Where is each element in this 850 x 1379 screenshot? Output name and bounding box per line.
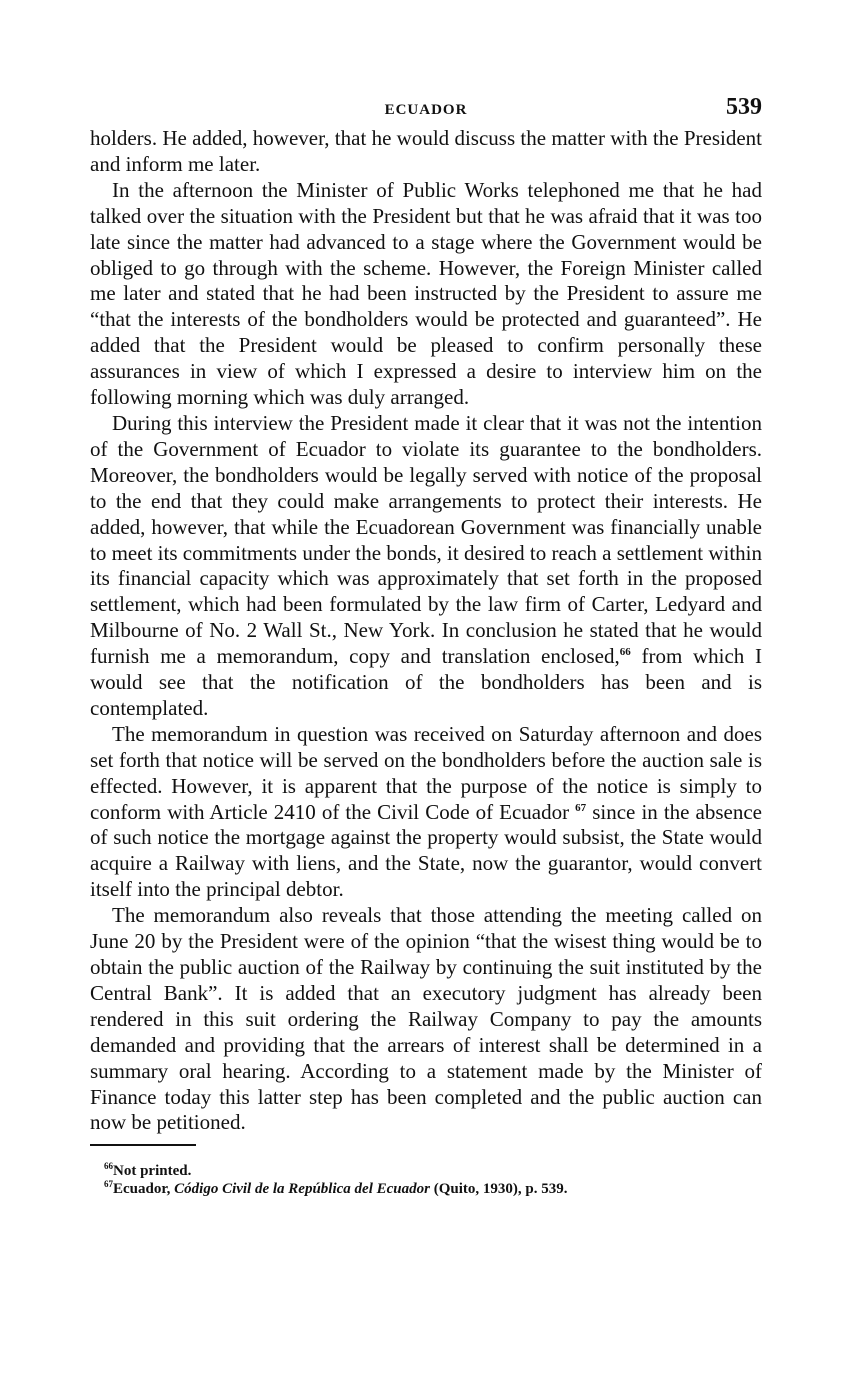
paragraph-1: holders. He added, however, that he would discuss the matter with the President and inform me later.	[90, 126, 762, 176]
footnote-67-title: Código Civil de la República del Ecuador	[174, 1181, 430, 1198]
paragraph-2: In the afternoon the Minister of Public Works telephoned me that he had talked over the situation with the President but that he was afraid that it was too late since the matter had advanced to a stage where the Government would be obliged to go through with the scheme. However, the Foreign Minister called me later and stated that he had been instructed by the President to assure me “that the interests of the bondholders would be protected and guaranteed”. He added that the President would be pleased to confirm personally these assurances in view of which I expressed a desire to interview him on the following morning which was duly arranged.	[90, 177, 762, 410]
document-page	[90, 92, 762, 1198]
footnote-67-text-after: (Quito, 1930), p. 539.	[429, 1181, 568, 1198]
footnote-67-text-before: Ecuador,	[113, 1181, 175, 1198]
footnote-66-text: Not printed.	[113, 1163, 192, 1180]
body-text	[90, 126, 762, 1136]
paragraph-5: The memorandum also reveals that those attending the meeting called on June 20 by the President were of the opinion “that the wisest thing would be to obtain the public auction of the Railway by continuing the suit instituted by the Central Bank”. It is added that an executory judgment has already been rendered in this suit ordering the Railway Company to pay the amounts demanded and providing that the arrears of interest shall be determined in a summary oral hearing. According to a statement made by the Minister of Finance today this latter step has been completed and the public auction can now be petitioned.	[90, 903, 762, 1135]
footnote-divider	[90, 1144, 196, 1146]
paragraph-4-text-a: The memorandum in question was received on Saturday afternoon and does set forth that notice will be served on the bondholders before the auction sale is effected. However, it is apparent that the purpose of the notice is simply to conform with Article 2410 of the Civil Code of Ecuador	[90, 721, 762, 824]
footnote-ref-67: 67	[575, 801, 587, 814]
footnote-ref-66: 66	[619, 646, 631, 659]
running-title: ECUADOR	[384, 102, 468, 118]
paragraph-4	[90, 722, 762, 903]
paragraph-4-text-b: since in the absence of such notice the mortgage against the property would subsist, the State would acquire a Railway with liens, and the State, now the guarantor, would convert itself into the principal debtor.	[90, 799, 763, 902]
paragraph-3-text-b: from which I would see that the notification of the bondholders has been and is contemplated.	[90, 644, 762, 720]
footnote-marker-67: 67	[104, 1179, 113, 1190]
footnotes	[90, 1162, 762, 1198]
footnote-67	[90, 1180, 762, 1198]
page-number: 539	[726, 94, 762, 120]
footnote-marker-66: 66	[104, 1161, 113, 1172]
paragraph-3-text-a: During this interview the President made it clear that it was not the intention of the Government of Ecuador to violate its guarantee to the bondholders. Moreover, the bondholders would be legally served with notice of the proposal to the end that they could make arrangements to protect their interests. He added, however, that while the Ecuadorean Government was financially unable to meet its commitments under the bonds, it desired to reach a settlement within its financial capacity which was approximately that set forth in the proposed settlement, which had been formulated by the law firm of Carter, Ledyard and Milbourne of No. 2 Wall St., New York. In conclusion he stated that he would furnish me a memorandum, copy and translation enclosed,	[90, 410, 762, 669]
footnote-66	[90, 1162, 762, 1180]
paragraph-3	[90, 411, 762, 722]
running-head	[90, 92, 762, 126]
